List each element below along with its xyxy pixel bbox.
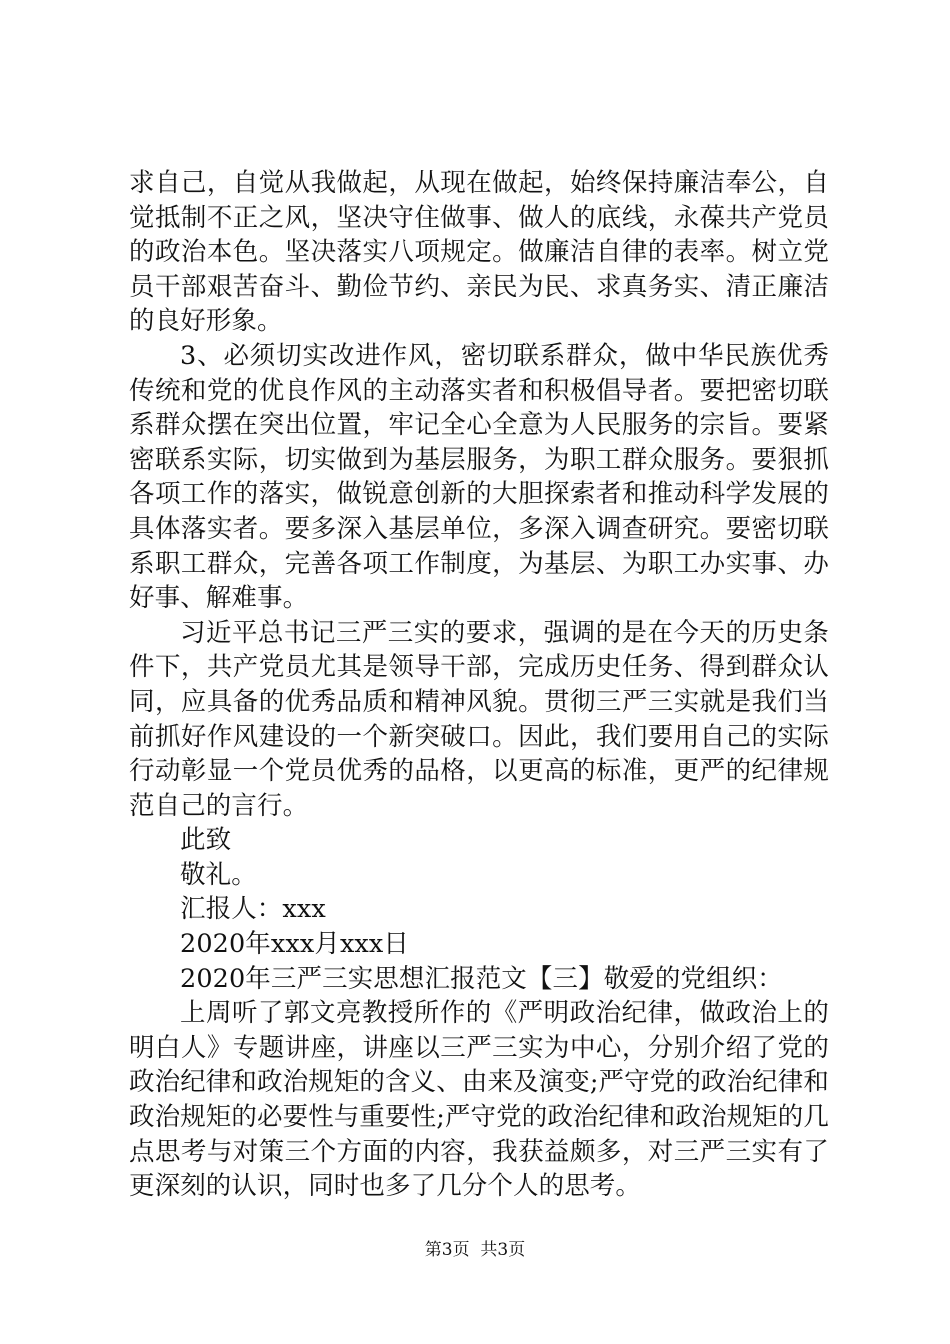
page-total: 共3页 [480, 1240, 526, 1260]
paragraph-4: 上周听了郭文亮教授所作的《严明政治纪律，做政治上的明白人》专题讲座，讲座以三严三实为中心，分别介绍了党的政治纪律和政治规矩的含义、由来及演变;严守党的政治纪律和政治规矩的必要性与重要性;严守党的政治纪律和政治规矩的几点思考与对策三个方面的内容，我获益颇多，对三严三实有了更深刻的认识，同时也多了几分个人的思考。 [129, 998, 829, 1202]
paragraph-3: 习近平总书记三严三实的要求，强调的是在今天的历史条件下，共产党员尤其是领导干部，完成历史任务、得到群众认同，应具备的优秀品质和精神风貌。贯彻三严三实就是我们当前抓好作风建设的一个新突破口。因此，我们要用自己的实际行动彰显一个党员优秀的品格，以更高的标准，更严的纪律规范自己的言行。 [129, 617, 829, 821]
paragraph-2: 3、必须切实改进作风，密切联系群众，做中华民族优秀传统和党的优良作风的主动落实者和积极倡导者。要把密切联系群众摆在突出位置，牢记全心全意为人民服务的宗旨。要紧密联系实际，切实做到为基层服务，为职工群众服务。要狠抓各项工作的落实，做锐意创新的大胆探索者和推动科学发展的具体落实者。要多深入基层单位，多深入调查研究。要密切联系职工群众，完善各项工作制度，为基层、为职工办实事、办好事、解难事。 [129, 340, 829, 614]
closing-salutation: 此致 [180, 825, 232, 856]
date-line: 2020年xxx月xxx日 [180, 929, 409, 960]
page-footer [0, 1240, 950, 1260]
reporter-line: 汇报人：xxx [180, 894, 326, 925]
document-body [129, 166, 829, 1204]
closing-regards: 敬礼。 [180, 859, 257, 890]
paragraph-1: 求自己，自觉从我做起，从现在做起，始终保持廉洁奉公，自觉抵制不正之风，坚决守住做事、做人的底线，永葆共产党员的政治本色。坚决落实八项规定。做廉洁自律的表率。树立党员干部艰苦奋斗、勤俭节约、亲民为民、求真务实、清正廉洁的良好形象。 [129, 168, 829, 337]
section-heading: 2020年三严三实思想汇报范文【三】敬爱的党组织： [180, 963, 783, 994]
page-number: 第3页 [424, 1240, 470, 1260]
